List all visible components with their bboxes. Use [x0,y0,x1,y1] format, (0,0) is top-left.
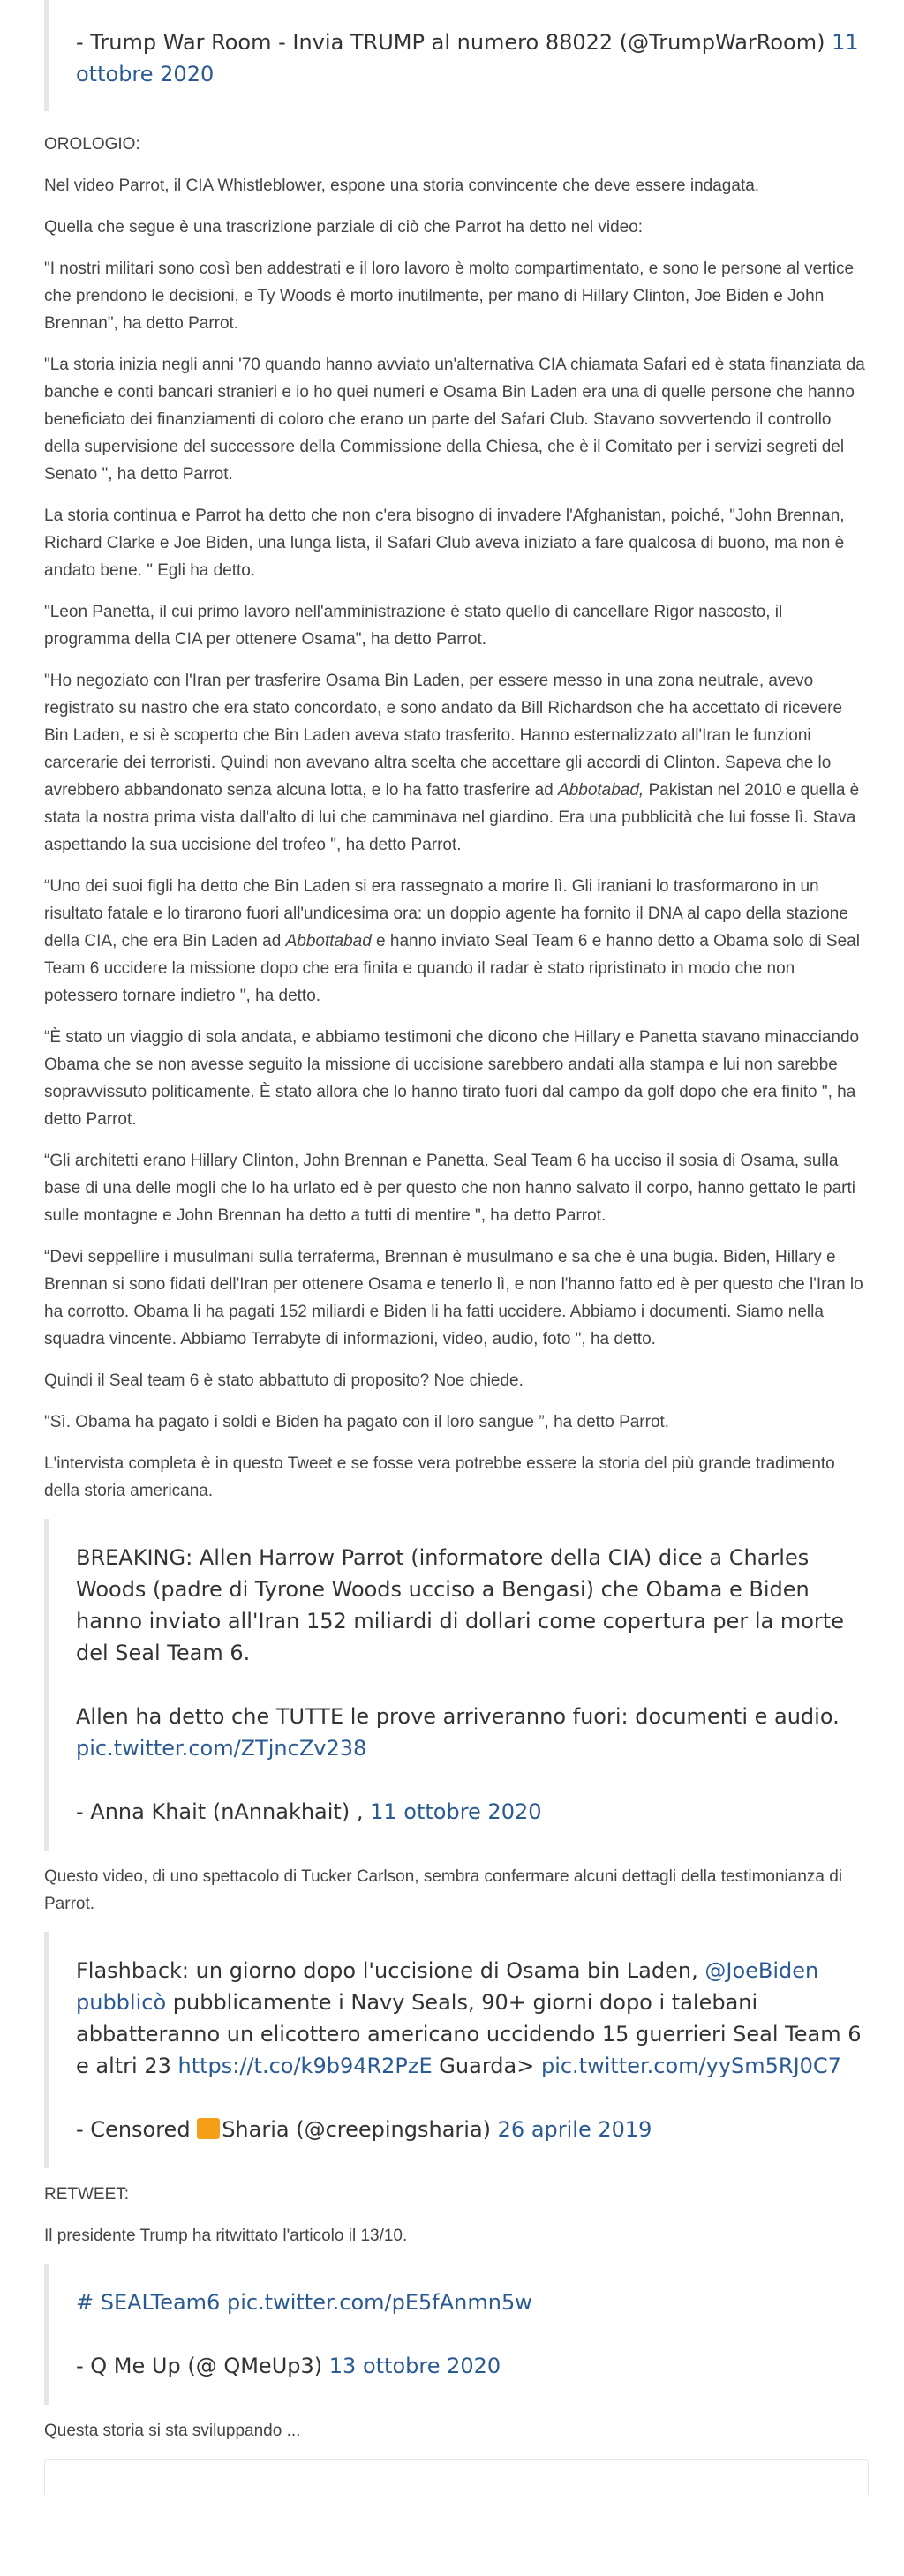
tweet-text-segment: Guarda> [432,2054,541,2078]
paragraph-panetta: "Leon Panetta, il cui primo lavoro nell'amministrazione è stato quello di cancellare Rigor nascosto, il programma della CIA per ottenere Osama", ha detto Parrot. [44,603,783,649]
tweet-date-link[interactable]: 11 ottobre 2020 [370,1799,542,1824]
tweet-attribution [76,2350,869,2382]
paragraph-question: Quindi il Seal team 6 è stato abbattuto di proposito? Noe chiede. [44,1371,524,1390]
tweet-tco-link[interactable]: https://t.co/k9b94R2PzE [177,2054,433,2078]
tweet-text [76,2287,869,2318]
embedded-tweet-qmeup [44,2264,869,2405]
tweet-mention-link[interactable]: @JoeBiden pubblicò [76,1958,819,2015]
paragraph-architects: “Gli architetti erano Hillary Clinton, John Brennan e Panetta. Seal Team 6 ha ucciso il sosia di Osama, sulla base di una delle mogli che lo ha urlato ed è per questo che non hanno salvato il corpo, hanno gettato le parti sulle montagne e John Brennan ha detto a tutti di mentire ", ha detto Parrot. [44,1152,855,1225]
paragraph-quote-military: "I nostri militari sono così ben addestrati e il loro lavoro è molto compartimentato, e sono le persone al vertice che prendono le decisioni, e Ty Woods è morto inutilmente, per mano di Hillary Clinton, Joe Biden e John Brennan", ha detto Parrot. [44,259,855,333]
tweet-author: - Anna Khait (nAnnakhait) , [76,1799,364,1824]
embedded-tweet-creepingsharia [44,1932,869,2168]
paragraph-answer: "Sì. Obama ha pagato i soldi e Biden ha pagato con il loro sangue ”, ha detto Parrot. [44,1413,670,1431]
paragraph-developing: Questa storia si sta sviluppando ... [44,2422,301,2440]
tweet-attribution [76,1796,869,1828]
tweet-author: - Censored [76,2117,198,2142]
paragraph-retweet: RETWEET: [44,2185,130,2204]
paragraph-tucker: Questo video, di uno spettacolo di Tucker Carlson, sembra confermare alcuni dettagli della testimonianza di Parrot. [44,1867,843,1913]
italic-place-name: Abbottabad [285,932,372,950]
tweet-pic-link[interactable]: pic.twitter.com/yySm5RJ0C7 [540,2054,841,2078]
paragraph-bury-muslims: “Devi seppellire i musulmani sulla terraferma, Brennan è musulmano e sa che è una bugia. Biden, Hillary e Brennan si sono fidati dell'Iran per ottenere Osama e tenerlo lì, e non l'hanno fatto ed è per questo che l'Iran lo ha corrotto. Obama li ha pagati 152 miliardi e Biden li ha fatti uccidere. Abbiamo i documenti. Siamo nella squadra vincente. Abbiamo Terrabyte di informazioni, video, audio, foto ", ha detto. [44,1248,863,1348]
tweet-text: BREAKING: Allen Harrow Parrot (informatore della CIA) dice a Charles Woods (padre di Tyrone Woods ucciso a Bengasi) che Obama e Biden hanno inviato all'Iran 152 miliardi di dollari come copertura per la morte del Seal Team 6. [76,1545,844,1665]
tweet-text-segment: pubblicamente i Navy Seals, 90+ giorni dopo i talebani abbatteranno un elicottero americano uccidendo 15 guerrieri Seal Team 6 e altri 23 [76,1990,862,2078]
italic-place-name: Abbotabad, [558,781,644,800]
orange-square-icon [197,2118,220,2139]
paragraph-one-way-trip: “È stato un viaggio di sola andata, e abbiamo testimoni che dicono che Hillary e Panetta stavano minacciando Obama che se non avesse seguito la missione di uccisione sarebbero andati alla stampa e lui non sarebbe sopravvissuto politicamente. È stato allora che lo hanno tirato fuori dal campo da golf dopo che era finito ", ha detto Parrot. [44,1028,860,1129]
text-segment: e hanno inviato Seal Team 6 e hanno detto a Obama solo di Seal Team 6 uccidere la missione dopo che era finita e quando il radar è stato ripristinato in modo che non potessero tornare indietro ", ha detto. [44,932,860,1005]
embedded-tweet-trumpwarroom [44,0,869,111]
paragraph-trump-retweet: Il presidente Trump ha ritwittato l'articolo il 13/10. [44,2227,408,2245]
tweet-date-link[interactable]: 11 ottobre 2020 [76,30,859,86]
text-segment: "Ho negoziato con l'Iran per trasferire Osama Bin Laden, per essere messo in una zona neutrale, avevo registrato su nastro che era stato concordato, e sono andato da Bill Richardson che ha accettato di ricevere Bin Laden, e si è scoperto che Bin Laden aveva stato trasferito. Hanno esternalizzato all'Iran le funzioni carcerarie dei terroristi. Quindi non avevano altra scelta che accettare gli accordi di Clinton. Sapeva che lo avrebbero abbandonato senza alcuna lotta, e lo ha fatto trasferire ad [44,672,843,800]
paragraph-intro: Nel video Parrot, il CIA Whistleblower, espone una storia convincente che deve essere indagata. [44,176,760,195]
tweet-text-segment: Flashback: un giorno dopo l'uccisione di Osama bin Laden, [76,1958,705,1983]
tweet-author: - Q Me Up (@ QMeUp3) [76,2354,323,2378]
tweet-author: - Trump War Room - Invia TRUMP al numero 88022 (@TrumpWarRoom) [76,30,825,55]
tweet-text-segment: Allen ha detto che TUTTE le prove arriveranno fuori: documenti e audio. [76,1704,840,1729]
tweet-attribution [76,26,869,90]
paragraph-full-interview: L'intervista completa è in questo Tweet e se fosse vera potrebbe essere la storia del più grande tradimento della storia americana. [44,1454,835,1500]
tweet-author-name: Sharia (@creepingsharia) [222,2117,492,2142]
tweet-pic-link[interactable]: pic.twitter.com/ZTjncZv238 [76,1736,367,1761]
tweet-text-second [76,1701,869,1764]
next-section-box [44,2459,869,2495]
text-segment: “Uno dei suoi figli ha detto che Bin Laden si era rassegnato a morire lì. Gli iraniani lo trasformarono in un risultato fatale e lo tirarono fuori all'undicesima ora: un doppio agente ha fornito il DNA al capo della stazione della CIA, che era Bin Laden ad [44,877,848,950]
embedded-tweet-annakhait [44,1519,869,1851]
tweet-attribution [76,2114,869,2145]
tweet-text [76,1955,869,2082]
tweet-date-link[interactable]: 13 ottobre 2020 [328,2354,501,2378]
paragraph-transcript-intro: Quella che segue è una trascrizione parziale di ciò che Parrot ha detto nel video: [44,218,644,237]
tweet-hashtag-pic-link[interactable]: # SEALTeam6 pic.twitter.com/pE5fAnmn5w [76,2290,532,2315]
paragraph-afghanistan: La storia continua e Parrot ha detto che non c'era bisogno di invadere l'Afghanistan, poiché, "John Brennan, Richard Clarke e Joe Biden, una lunga lista, il Safari Club aveva iniziato a fare qualcosa di buono, ma non è andato bene. " Egli ha detto. [44,507,845,580]
paragraph-son-testimony [44,873,869,1010]
paragraph-iran-negotiation [44,667,869,859]
paragraph-quote-safari: "La storia inizia negli anni '70 quando hanno avviato un'alternativa CIA chiamata Safari ed è stata finanziata da banche e conti bancari stranieri e io ho quei numeri e Osama Bin Laden era una di quelle persone che hanno beneficiato dei finanziamenti di coloro che erano un parte del Safari Club. Stavano sovvertendo il controllo della supervisione del successore della Commissione della Chiesa, che è il Comitato per i servizi segreti del Senato ", ha detto Parrot. [44,356,865,484]
tweet-date-link[interactable]: 26 aprile 2019 [497,2117,652,2142]
paragraph-watch: OROLOGIO: [44,135,140,154]
text-segment: Pakistan nel 2010 e quella è stata la nostra prima vista dall'alto di lui che camminava nel giardino. Era una pubblicità che lui fosse lì. Stava aspettando la sua uccisione del trofeo ", ha detto Parrot. [44,781,860,854]
